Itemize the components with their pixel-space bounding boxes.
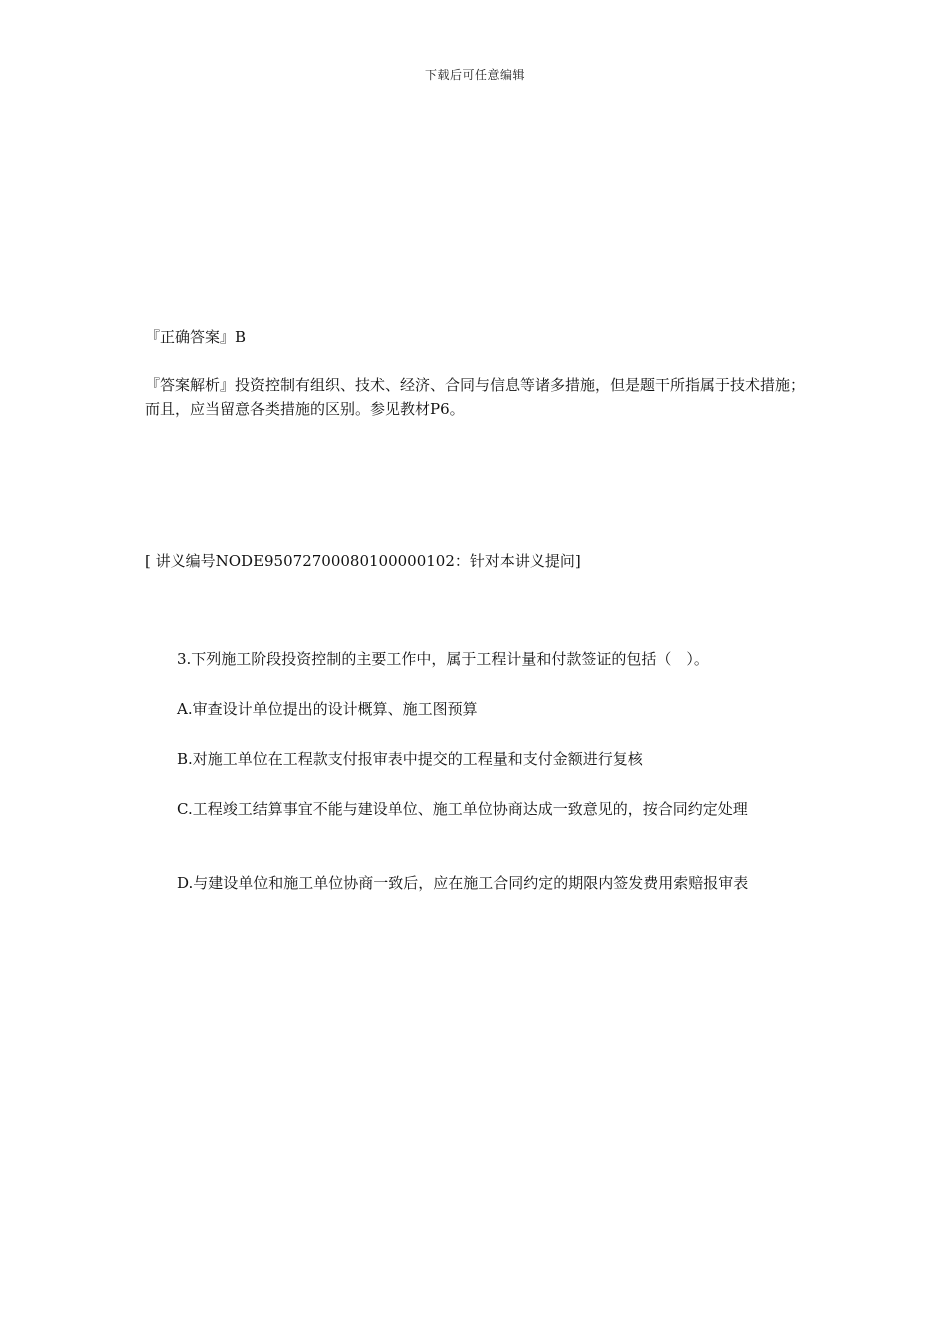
option-a: A.审查设计单位提出的设计概算、施工图预算	[177, 700, 478, 718]
option-c: C.工程竣工结算事宜不能与建设单位、施工单位协商达成一致意见的，按合同约定处理	[177, 800, 748, 818]
correct-answer: 『正确答案』B	[145, 328, 247, 346]
question-stem: 3.下列施工阶段投资控制的主要工作中，属于工程计量和付款签证的包括（ ）。	[177, 650, 709, 668]
answer-analysis: 『答案解析』投资控制有组织、技术、经济、合同与信息等诸多措施，但是题干所指属于技术措施；而且，应当留意各类措施的区别。参见教材P6。	[145, 376, 806, 418]
option-d: D.与建设单位和施工单位协商一致后，应在施工合同约定的期限内签发费用索赔报审表	[177, 874, 749, 892]
lecture-reference: [ 讲义编号NODE95072700080100000102：针对本讲义提问]	[145, 552, 581, 570]
option-b: B.对施工单位在工程款支付报审表中提交的工程量和支付金额进行复核	[177, 750, 643, 768]
page-header: 下载后可任意编辑	[424, 68, 525, 82]
